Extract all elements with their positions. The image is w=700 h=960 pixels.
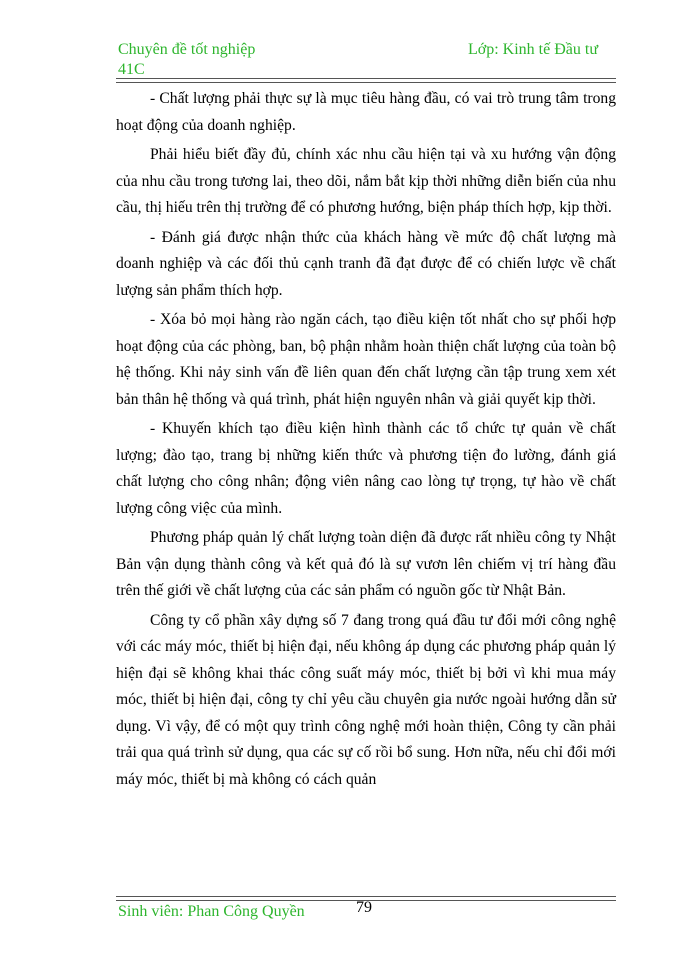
paragraph: Phương pháp quản lý chất lượng toàn diện đã được rất nhiều công ty Nhật Bản vận dụng thành công và kết quả đó là sự vươn lên chiếm vị trí hàng đầu trên thế giới về chất lượng của các sản phẩm có nguồn gốc từ Nhật Bản.: [116, 529, 616, 599]
page-number: 79: [356, 899, 372, 916]
paragraph: - Đánh giá được nhận thức của khách hàng về mức độ chất lượng mà doanh nghiệp và các đối thủ cạnh tranh đã đạt được để có chiến lược về chất lượng sản phẩm thích hợp.: [116, 228, 616, 299]
paragraph: - Xóa bỏ mọi hàng rào ngăn cách, tạo điều kiện tốt nhất cho sự phối hợp hoạt động của các phòng, ban, bộ phận nhằm hoàn thiện chất lượng của toàn bộ hệ thống. Khi nảy sinh vấn đề liên quan đến chất lượng cần tập trung xem xét bản thân hệ thống và quá trình, phát hiện nguyên nhân và giải quyết kịp thời.: [116, 311, 616, 408]
paragraph: - Chất lượng phải thực sự là mục tiêu hàng đầu, có vai trò trung tâm trong hoạt động của doanh nghiệp.: [116, 90, 616, 134]
header-rule: [116, 78, 616, 83]
header-left: [118, 40, 318, 80]
paragraph: Công ty cổ phần xây dựng số 7 đang trong quá đầu tư đổi mới công nghệ với các máy móc, thiết bị hiện đại, nếu không áp dụng các phương pháp quản lý hiện đại sẽ không khai thác công suất máy móc, thiết bị bởi vì khi mua máy móc, thiết bị hiện đại, công ty chỉ yêu cầu chuyên gia nước ngoài hướng dẫn sử dụng. Vì vậy, để có một quy trình công nghệ mới hoàn thiện, Công ty cần phải trải qua quá trình sử dụng, qua các sự cố rồi bổ sung. Hơn nữa, nếu chỉ đổi mới máy móc, thiết bị mà không có cách quản: [116, 611, 616, 788]
body-text: [116, 86, 616, 796]
header-class-label: Lớp: Kinh tế Đầu tư: [468, 41, 598, 58]
footer-student-name: Sinh viên: Phan Công Quyền: [118, 903, 305, 920]
paragraph: - Khuyến khích tạo điều kiện hình thành các tổ chức tự quản về chất lượng; đào tạo, trang bị những kiến thức và phương tiện đo lường, đánh giá chất lượng cho công nhân; động viên nâng cao lòng tự trọng, tự hào về chất lượng công việc của mình.: [116, 420, 616, 517]
header-class-code: 41C: [118, 61, 145, 78]
paragraph: Phải hiểu biết đầy đủ, chính xác nhu cầu hiện tại và xu hướng vận động của nhu cầu trong tương lai, theo dõi, nắm bắt kịp thời những diễn biến của nhu cầu, thị hiếu trên thị trường để có phương hướng, biện pháp thích hợp, kịp thời.: [116, 146, 616, 216]
header-title: Chuyên đề tốt nghiệp: [118, 41, 256, 58]
